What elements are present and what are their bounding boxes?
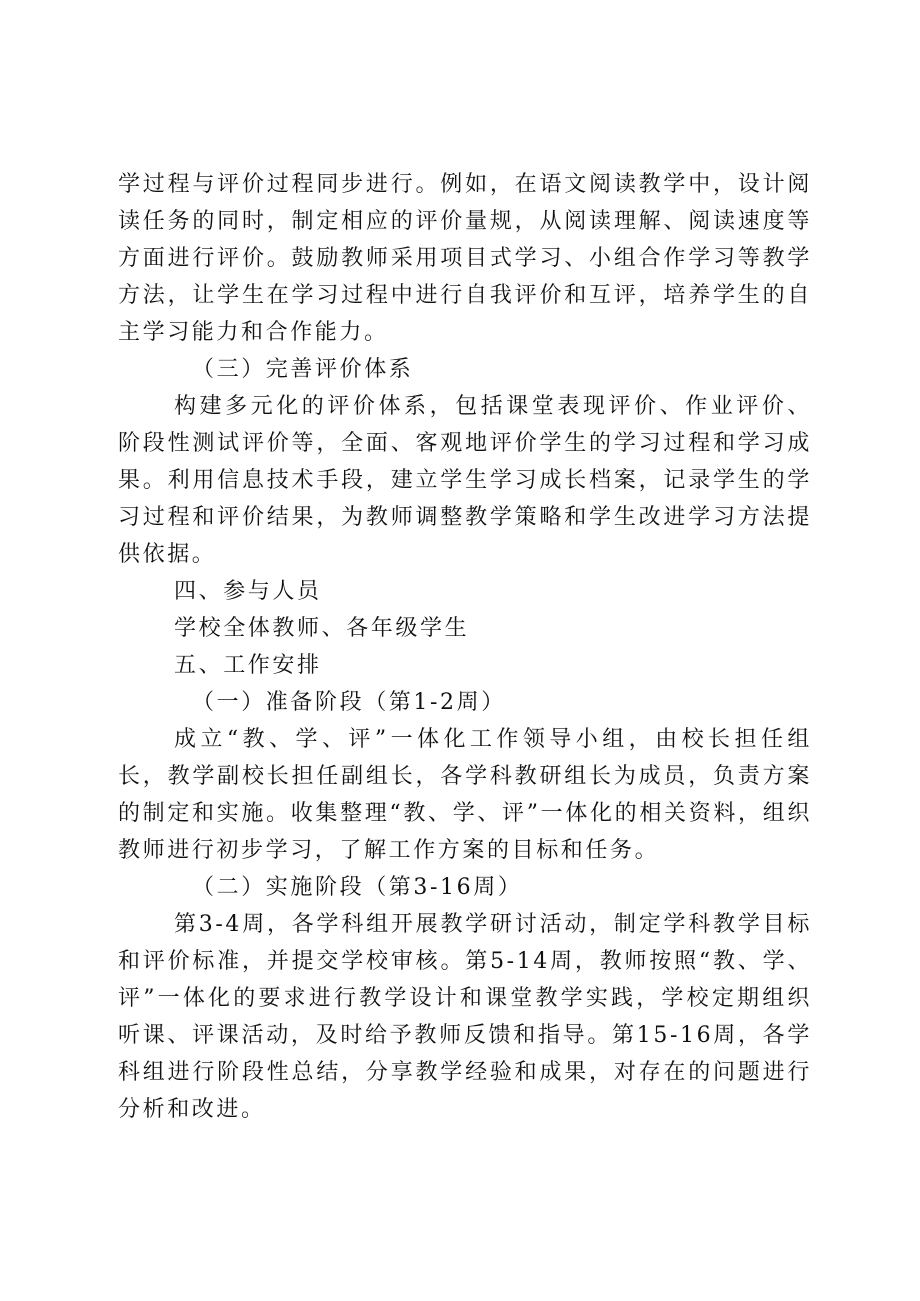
subheading-implementation-stage: （二）实施阶段（第3-16周） [192, 875, 523, 900]
heading-work-arrangement: 五、工作安排 [174, 653, 322, 678]
paragraph-evaluation-system: 构建多元化的评价体系，包括课堂表现评价、作业评价、阶段性测试评价等，全面、客观地评价学生的学习过程和学习成果。利用信息技术手段，建立学生学习成长档案，记录学生的学习过程和评价结果，为教师调整教学策略和学生改进学习方法提供依据。 [118, 394, 812, 567]
subheading-preparation-stage: （一）准备阶段（第1-2周） [192, 690, 506, 715]
document-body [118, 166, 812, 1128]
paragraph-implementation-stage: 第3-4周，各学科组开展教学研讨活动，制定学科教学目标和评价标准，并提交学校审核。第5-14周，教师按照“教、学、评”一体化的要求进行教学设计和课堂教学实践，学校定期组织听课、评课活动，及时给予教师反馈和指导。第15-16周，各学科组进行阶段性总结，分享教学经验和成果，对存在的问题进行分析和改进。 [118, 912, 812, 1122]
paragraph-preparation-stage: 成立“教、学、评”一体化工作领导小组，由校长担任组长，教学副校长担任副组长，各学科教研组长为成员，负责方案的制定和实施。收集整理“教、学、评”一体化的相关资料，组织教师进行初步学习，了解工作方案的目标和任务。 [118, 727, 812, 863]
paragraph-participants: 学校全体教师、各年级学生 [174, 616, 470, 641]
paragraph-continuation: 学过程与评价过程同步进行。例如，在语文阅读教学中，设计阅读任务的同时，制定相应的评价量规，从阅读理解、阅读速度等方面进行评价。鼓励教师采用项目式学习、小组合作学习等教学方法，让学生在学习过程中进行自我评价和互评，培养学生的自主学习能力和合作能力。 [118, 172, 812, 345]
heading-participants: 四、参与人员 [174, 579, 322, 604]
subheading-improve-evaluation-system: （三）完善评价体系 [192, 357, 414, 382]
